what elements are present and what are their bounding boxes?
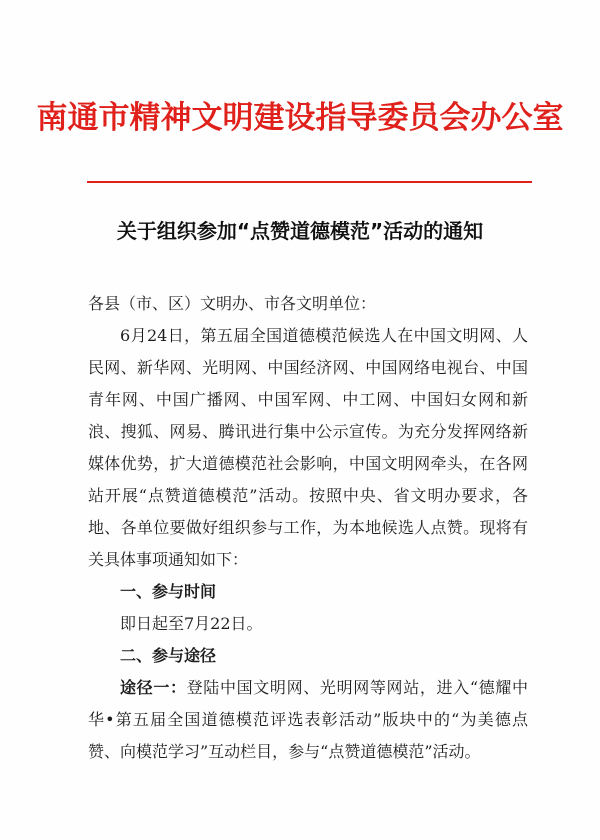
section-heading-route: 二、参与途径 bbox=[120, 646, 217, 665]
section-heading-time: 一、参与时间 bbox=[120, 582, 217, 601]
red-divider-line bbox=[87, 181, 532, 183]
route-one-paragraph bbox=[88, 672, 528, 768]
route-one-label: 途径一： bbox=[120, 678, 187, 697]
route-one-text: 登陆中国文明网、光明网等网站，进入“德耀中华•第五届全国道德模范评选表彰活动”版块中的“为美德点赞、向模范学习”互动栏目，参与“点赞道德模范”活动。 bbox=[88, 678, 528, 761]
notice-title: 关于组织参加“点赞道德模范”活动的通知 bbox=[116, 219, 484, 243]
issuing-office-header: 南通市精神文明建设指导委员会办公室 bbox=[36, 100, 564, 136]
notice-body bbox=[88, 288, 528, 768]
salutation: 各县（市、区）文明办、市各文明单位： bbox=[88, 294, 377, 313]
section-text-time: 即日起至7月22日。 bbox=[120, 614, 263, 633]
paragraph-intro: 6月24日，第五届全国道德模范候选人在中国文明网、人民网、新华网、光明网、中国经济网、中国网络电视台、中国青年网、中国广播网、中国军网、中工网、中国妇女网和新浪、搜狐、网易、腾讯进行集中公示宣传。为充分发挥网络新媒体优势，扩大道德模范社会影响，中国文明网牵头，在各网站开展“点赞道德模范”活动。按照中央、省文明办要求，各地、各单位要做好组织参与工作，为本地候选人点赞。现将有关具体事项通知如下： bbox=[88, 326, 528, 569]
